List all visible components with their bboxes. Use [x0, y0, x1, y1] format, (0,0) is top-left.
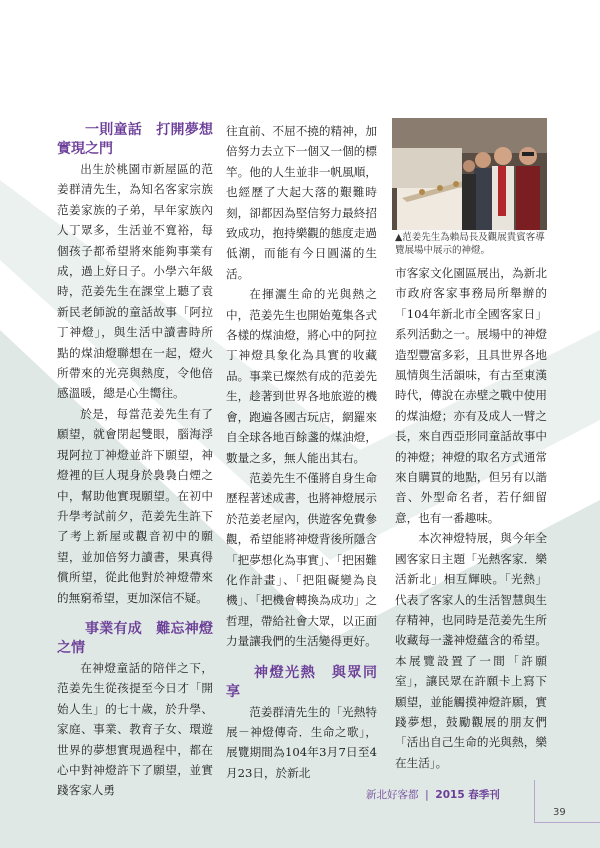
section-heading-lamps: 神燈光熱 與眾同享 [226, 664, 377, 700]
body-paragraph: 出生於桃園市新屋區的范姜群清先生，為知名客家宗族范姜家族的子弟，早年家族內人丁眾多，生活並不寬裕，每個孩子都希望將來能夠事業有成，過上好日子。小學六年級時，范姜先生在課堂上聽了袁新民老師說的童話故事「阿拉丁神燈」，與生活中讀書時所點的煤油燈聯想在一起，燈火所帶來的光亮與熱度，令他倍感溫暖，總是心生嚮往。 [57, 162, 213, 401]
body-paragraph: 范姜先生不僅將自身生命歷程著述成書，也將神燈展示於范姜老屋內，供遊客免費參觀，希望能將神燈背後所隱含「把夢想化為事實」、「把困難化作計畫」、「把阻礙變為良機」、「把機會轉換為成功」之哲理，帶給社會大眾，以正面力量讓我們的生活變得更好。 [226, 470, 377, 649]
text-column-1 [57, 121, 213, 801]
exhibition-photo [392, 118, 547, 230]
body-paragraph: 本次神燈特展，與今年全國客家日主題「光熱客家．樂活新北」相互輝映。「光熱」代表了客家人的生活智慧與生存精神，也同時是范姜先生所收藏每一盞神燈蘊含的希望。本展覽設置了一間「許願室」，讓民眾在許願卡上寫下願望，並能觸摸神燈許願，實踐夢想，鼓勵觀展的朋友們「活出自己生命的光與熱，樂在生活」。 [395, 531, 547, 770]
photo-caption: ▲范姜先生為賴局長及觀展貴賓客導覽展場中展示的神燈。 [395, 232, 545, 256]
body-paragraph: 在揮灑生命的光與熱之中，范姜先生也開始蒐集各式各樣的煤油燈，將心中的阿拉丁神燈具象化為具實的收藏品。事業已燦然有成的范姜先生，趁著到世界各地旅遊的機會，跑遍各國古玩店，網羅來自全球各地百餘盞的煤油燈，數量之多，無人能出其右。 [226, 287, 377, 465]
section-heading-dream: 一則童話 打開夢想實現之門 [57, 122, 213, 157]
text-column-3 [395, 263, 547, 773]
body-paragraph-continuation: 往直前、不屈不撓的精神，加倍努力去立下一個又一個的標竿。他的人生並非一帆風順，也經歷了大起大落的艱難時刻，卻都因為堅信努力最終招致成功，抱持樂觀的態度走過低潮，而能有今日圓滿的生活。 [226, 124, 377, 281]
page-number: 39 [553, 807, 566, 818]
publication-name: 新北好客都 [366, 789, 419, 801]
body-paragraph-continued: 在神燈童話的陪伴之下，范姜先生從孩提至今日才「開始人生」的七十歲，於升學、家庭、事業、教育子女、環遊世界的夢想實現過程中，都在心中對神燈許下了願望，並實踐客家人勇 [57, 660, 213, 798]
page-number-frame [534, 780, 600, 823]
body-paragraph: 於是，每當范姜先生有了願望，就會閉起雙眼，腦海浮現阿拉丁神燈並許下願望，神燈裡的巨人現身於裊裊白煙之中，幫助他實現願望。在初中升學考試前夕，范姜先生許下了考上新屋或觀音初中的願望，並加倍努力讀書，果真得償所望，從此他對於神燈帶來的無窮希望，更加深信不疑。 [57, 406, 213, 605]
footer-separator: | [421, 789, 433, 801]
footer-publication [366, 787, 500, 802]
issue-label: 2015 春季刊 [435, 789, 500, 801]
body-paragraph-continuation: 市客家文化園區展出，為新北市政府客家事務局所舉辦的「104年新北市全國客家日」系列活動之一。展場中的神燈造型豐富多彩，且具世界各地風情與生活韻味，有古至東漢時代，傳說在赤壁之戰中使用的煤油燈；亦有及成人一臂之長，來自西亞形同童話故事中的神燈；神燈的取名方式通常來自購買的地點，但另有以諧音、外型命名者，若仔細留意，也有一番趣味。 [395, 266, 547, 525]
section-heading-career: 事業有成 難忘神燈之情 [57, 620, 213, 656]
text-column-2 [226, 121, 377, 783]
body-paragraph-continued: 范姜群清先生的「光熱特展－神燈傳奇．生命之歌」，展覽期間為104年3月7日至4月23日，於新北 [226, 704, 377, 780]
